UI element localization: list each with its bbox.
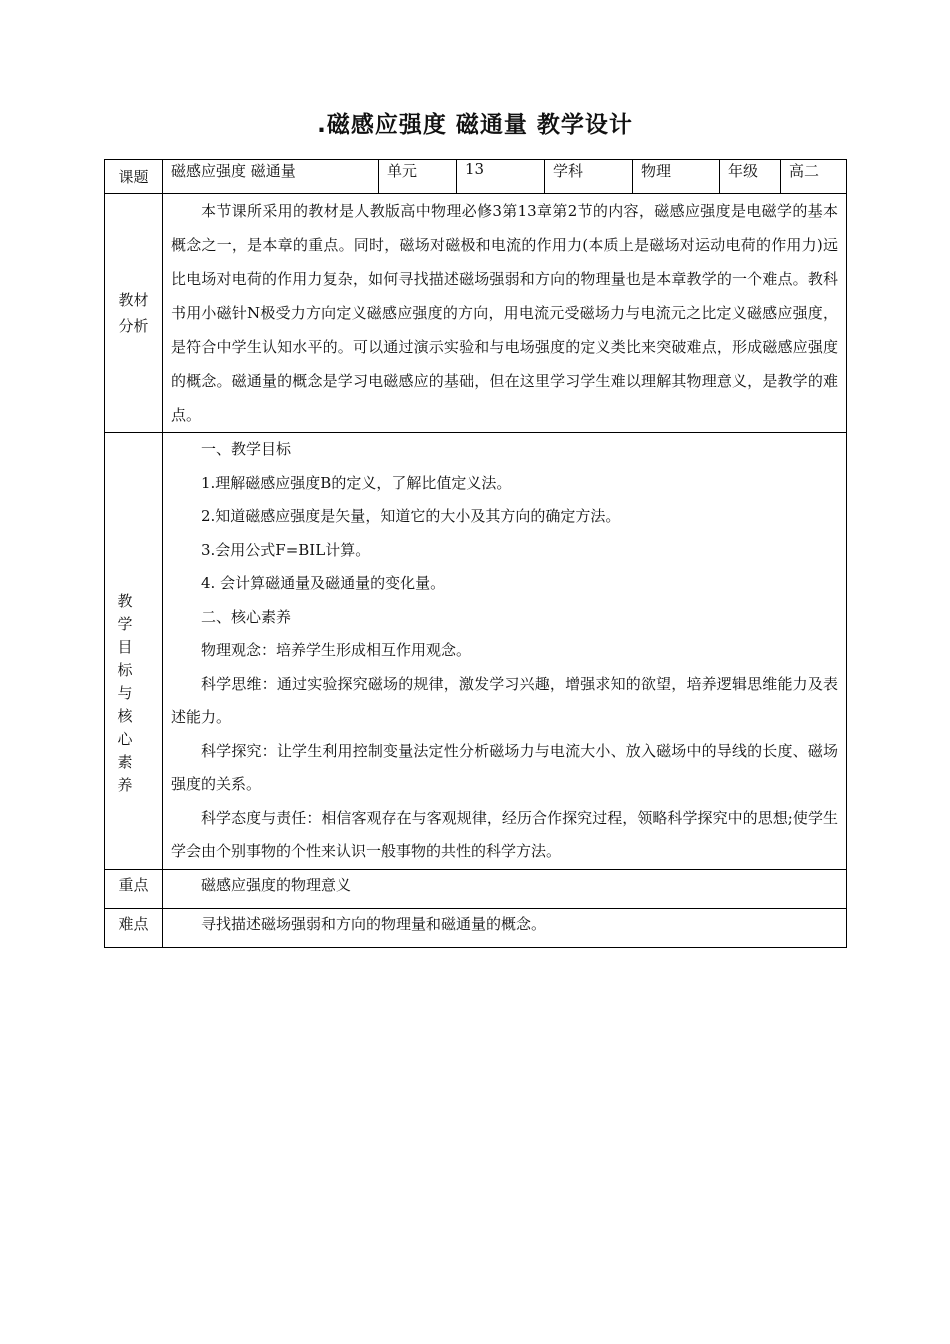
header-row bbox=[105, 160, 847, 194]
page-title: .磁感应强度 磁通量 教学设计 bbox=[317, 112, 633, 138]
goals-label-line: 教 学 bbox=[117, 592, 133, 633]
goals-row bbox=[105, 433, 847, 870]
key-point-text: 磁感应强度的物理意义 bbox=[201, 875, 352, 894]
objective-item: 2.知道磁感应强度是矢量，知道它的大小及其方向的确定方法。 bbox=[201, 507, 621, 525]
analysis-label-line1: 教材 bbox=[118, 291, 149, 309]
analysis-row bbox=[105, 194, 847, 433]
unit-label: 单元 bbox=[379, 160, 457, 194]
literacy-item: 物理观念：培养学生形成相互作用观念。 bbox=[201, 641, 472, 659]
key-point-label: 重点 bbox=[105, 869, 163, 908]
subject-value: 物理 bbox=[633, 160, 720, 194]
difficulty-text: 寻找描述磁场强弱和方向的物理量和磁通量的概念。 bbox=[201, 914, 547, 933]
analysis-content bbox=[163, 194, 847, 433]
literacy-item: 科学思维：通过实验探究磁场的规律，激发学习兴趣，增强求知的欲望，培养逻辑思维能力及表述能力。 bbox=[171, 674, 838, 726]
section-heading-objectives: 一、教学目标 bbox=[201, 440, 292, 458]
analysis-label-line2: 分析 bbox=[118, 317, 149, 335]
key-point-row bbox=[105, 869, 847, 908]
goals-label-line: 与 核 bbox=[117, 684, 133, 725]
goals-label-line: 养 bbox=[117, 776, 133, 794]
literacy-item: 科学探究：让学生利用控制变量法定性分析磁场力与电流大小、放入磁场中的导线的长度、磁场强度的关系。 bbox=[171, 741, 838, 793]
difficulty-content bbox=[163, 908, 847, 947]
objective-item: 4. 会计算磁通量及磁通量的变化量。 bbox=[201, 574, 446, 592]
goals-label-line: 心 素 bbox=[117, 730, 133, 771]
subject-label: 学科 bbox=[545, 160, 633, 194]
analysis-text: 本节课所采用的教材是人教版高中物理必修3第13章第2节的内容，磁感应强度是电磁学的基本概念之一，是本章的重点。同时，磁场对磁极和电流的作用力(本质上是磁场对运动电荷的作用力)远比电场对电荷的作用力复杂，如何寻找描述磁场强弱和方向的物理量也是本章教学的一个难点。教科书用小磁针N极受力方向定义磁感应强度的方向，用电流元受磁场力与电流元之比定义磁感应强度，是符合中学生认知水平的。可以通过演示实验和与电场强度的定义类比来突破难点，形成磁感应强度的概念。磁通量的概念是学习电磁感应的基础，但在这里学习学生难以理解其物理意义，是教学的难点。 bbox=[171, 202, 838, 424]
objective-item: 3.会用公式F=BIL计算。 bbox=[201, 540, 371, 559]
literacy-item: 科学态度与责任：相信客观存在与客观规律，经历合作探究过程，领略科学探究中的思想;使学生学会由个别事物的个性来认识一般事物的共性的科学方法。 bbox=[171, 808, 838, 860]
unit-value: 13 bbox=[457, 160, 545, 194]
grade-label: 年级 bbox=[720, 160, 781, 194]
lesson-plan-table bbox=[104, 159, 847, 948]
goals-content bbox=[163, 433, 847, 870]
objective-item: 1.理解磁感应强度B的定义，了解比值定义法。 bbox=[201, 473, 512, 492]
difficulty-row bbox=[105, 908, 847, 947]
topic-label: 课题 bbox=[105, 160, 163, 194]
analysis-label bbox=[105, 194, 163, 433]
goals-label-line: 目 标 bbox=[117, 638, 133, 679]
key-point-content bbox=[163, 869, 847, 908]
section-heading-literacy: 二、核心素养 bbox=[201, 607, 292, 626]
difficulty-label: 难点 bbox=[105, 908, 163, 947]
goals-label bbox=[105, 433, 163, 870]
grade-value: 高二 bbox=[781, 160, 847, 194]
topic-value: 磁感应强度 磁通量 bbox=[163, 160, 379, 194]
